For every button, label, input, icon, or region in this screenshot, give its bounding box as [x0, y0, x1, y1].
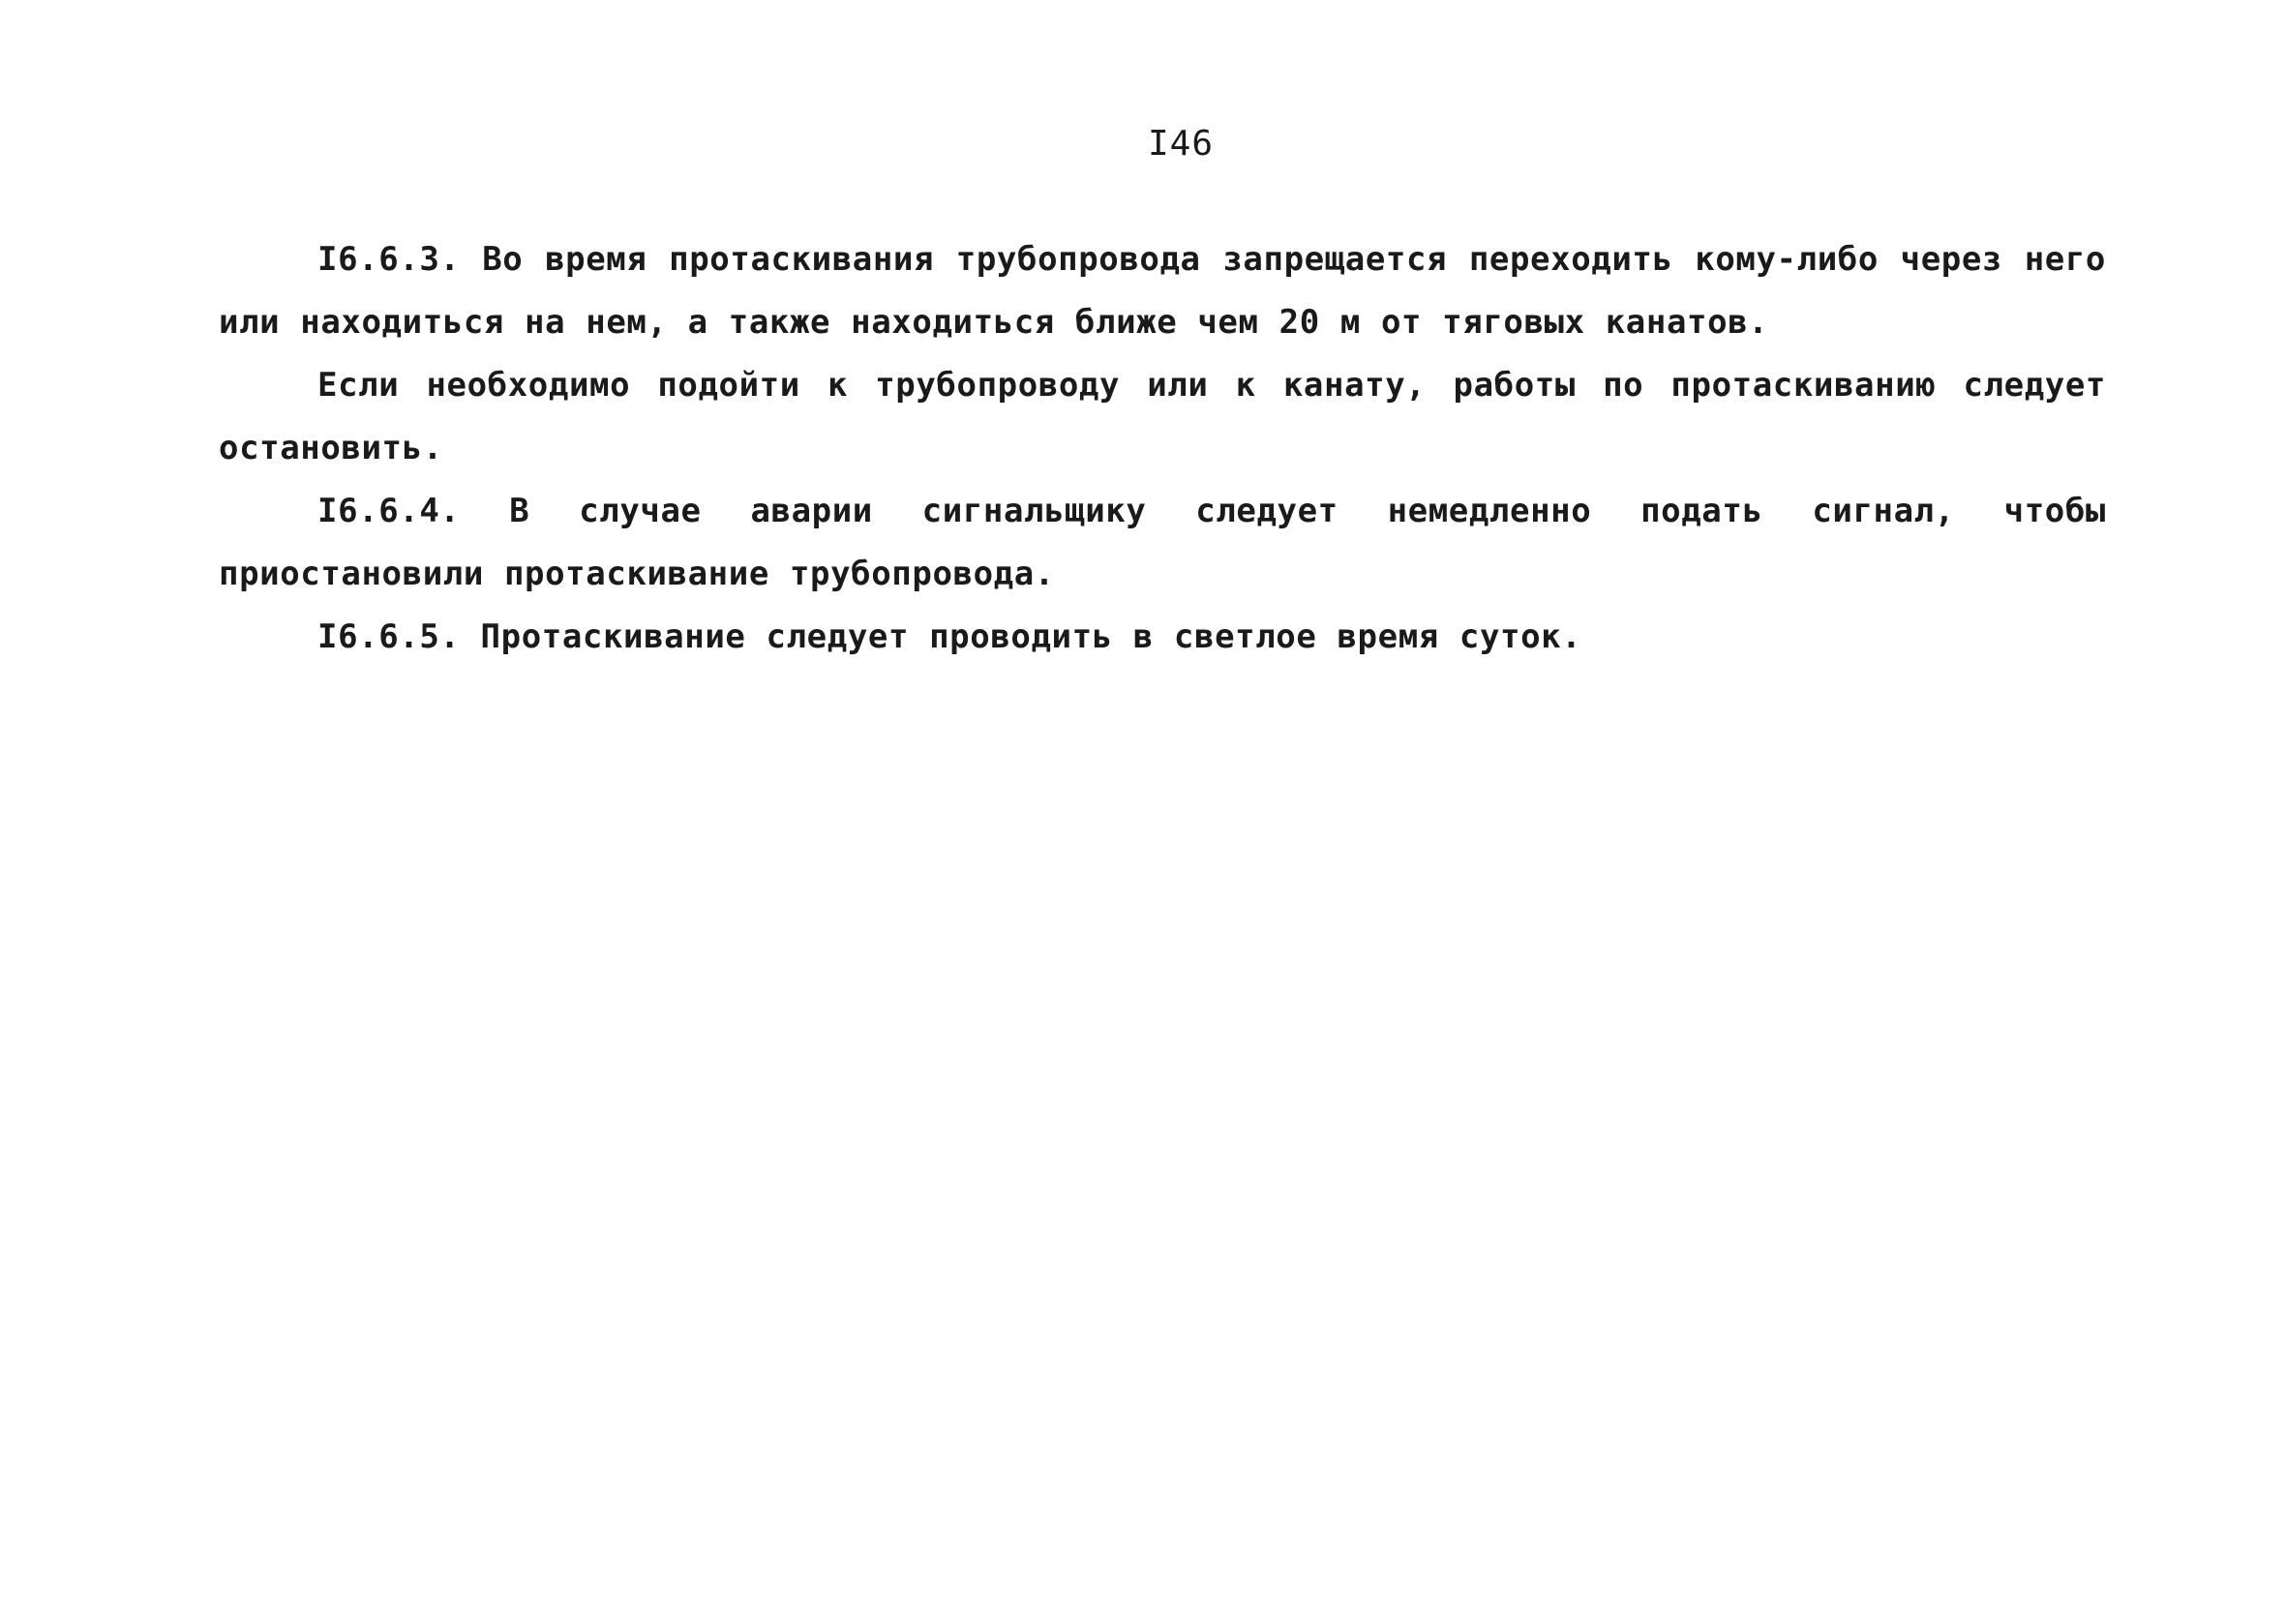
paragraph-16-6-5: I6.6.5. Протаскивание следует проводить в светлое время суток. — [317, 617, 1582, 656]
paragraph-stop-work: Если необходимо подойти к трубопроводу или к канату, работы по протаскиванию следует остановить. — [219, 366, 2106, 467]
paragraph-16-6-3: I6.6.3. Во время протаскивания трубопровода запрещается переходить кому-либо через него или находиться на нем, а также находиться ближе чем 20 м от тяговых канатов. — [219, 240, 2106, 342]
page-number: I46 — [1147, 124, 1215, 164]
paragraph-16-6-4: I6.6.4. В случае аварии сигнальщику следует немедленно подать сигнал, чтобы приостановили протаскивание трубопровода. — [219, 492, 2106, 593]
body-text — [219, 228, 2106, 669]
